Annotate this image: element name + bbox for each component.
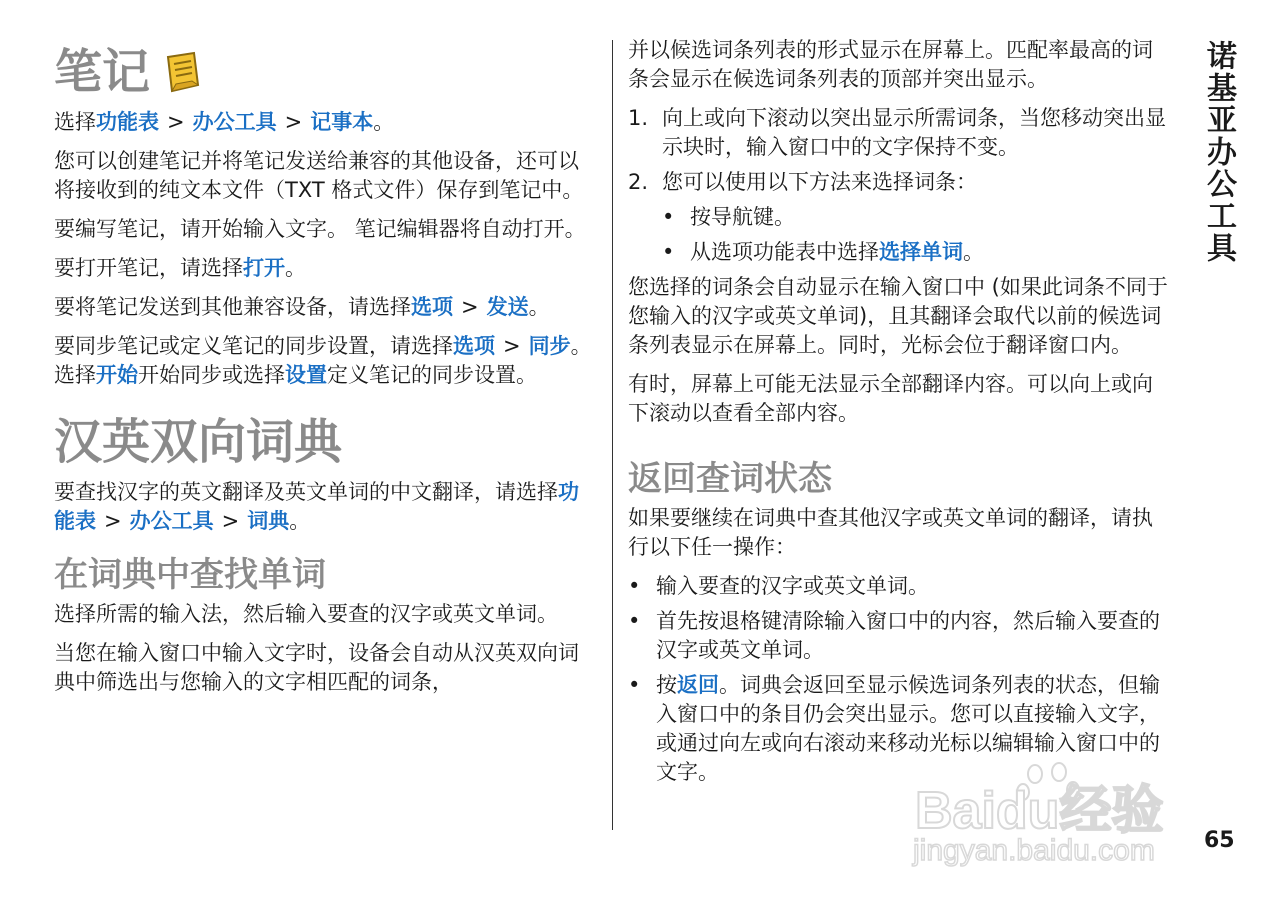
link-menu-2[interactable]: 功能表: [54, 480, 579, 533]
link-open[interactable]: 打开: [243, 256, 285, 280]
list-item: • 按返回。词典会返回至显示候选词条列表的状态，但输入窗口中的条目仍会突出显示。您可以直接输入文字，或通过向左或向右滚动来移动光标以编辑输入窗口中的文字。: [628, 673, 1160, 784]
link-menu[interactable]: 功能表: [96, 110, 159, 134]
notes-open: 要打开笔记，请选择打开。: [54, 256, 306, 280]
notes-nav-path: 选择功能表 > 办公工具 > 记事本。: [54, 110, 395, 134]
list-item: 1. 向上或向下滚动以突出显示所需词条，当您移动突出显示块时，输入窗口中的文字保持不变。: [628, 106, 1166, 159]
link-sync[interactable]: 同步: [528, 334, 571, 358]
notes-sync: 要同步笔记或定义笔记的同步设置，请选择选项 > 同步。 选择开始开始同步或选择设置定义笔记的同步设置。: [54, 334, 592, 387]
page-number: 65: [1204, 828, 1235, 853]
note-icon: [162, 51, 202, 93]
watermark-sub: jingyan.baidu.com: [913, 834, 1155, 867]
list-item: • 从选项功能表中选择选择单词。: [662, 240, 984, 264]
notes-intro: 您可以创建笔记并将笔记发送给兼容的其他设备，还可以将接收到的纯文本文件（TXT 格式文件）保存到笔记中。: [54, 149, 584, 202]
link-settings[interactable]: 设置: [285, 363, 327, 387]
link-options-2[interactable]: 选项: [453, 334, 495, 358]
right-column: [628, 36, 1173, 793]
link-notepad[interactable]: 记事本: [310, 110, 374, 134]
translation-text: 您选择的词条会自动显示在输入窗口中 (如果此词条不同于您输入的汉字或英文单词)，且其翻译会取代以前的候选词条列表显示在屏幕上。同时，光标会位于翻译窗口内。: [628, 275, 1168, 357]
notes-title: 笔记: [54, 44, 151, 100]
steps-list: [628, 104, 1173, 197]
list-item: • 按导航键。: [662, 205, 795, 229]
scroll-text: 有时，屏幕上可能无法显示全部翻译内容。可以向上或向下滚动以查看全部内容。: [628, 372, 1153, 425]
link-office-tools[interactable]: 办公工具: [192, 110, 277, 134]
left-column: [54, 36, 599, 707]
link-start[interactable]: 开始: [96, 363, 138, 387]
lookup-step: 选择所需的输入法，然后输入要查的汉字或英文单词。: [54, 602, 558, 626]
notes-send: 要将笔记发送到其他兼容设备，请选择选项 > 发送。: [54, 295, 550, 319]
link-office-tools-2[interactable]: 办公工具: [129, 509, 214, 533]
select-methods-list: [628, 203, 1173, 267]
list-item: 2. 您可以使用以下方法来选择词条：: [628, 170, 977, 194]
list-item: • 首先按退格键清除输入窗口中的内容，然后输入要查的汉字或英文单词。: [628, 609, 1160, 662]
link-send[interactable]: 发送: [486, 295, 529, 319]
watermark-main: Baidu经验: [915, 782, 1164, 840]
dictionary-heading: 汉英双向词典: [54, 414, 343, 470]
link-options[interactable]: 选项: [411, 295, 453, 319]
baidu-watermark: [905, 760, 1205, 880]
lookup-filter: 当您在输入窗口中输入文字时，设备会自动从汉英双向词典中筛选出与您输入的文字相匹配的词条，: [54, 641, 579, 694]
notes-write: 要编写笔记，请开始输入文字。 笔记编辑器将自动打开。: [54, 217, 586, 241]
candidate-list-text: 并以候选词条列表的形式显示在屏幕上。匹配率最高的词条会显示在候选词条列表的顶部并突出显示。: [628, 38, 1153, 91]
return-heading: 返回查词状态: [628, 459, 832, 499]
lookup-heading: 在词典中查找单词: [54, 555, 326, 595]
link-back[interactable]: 返回: [677, 673, 719, 697]
link-dictionary[interactable]: 词典: [247, 509, 290, 533]
return-intro: 如果要继续在词典中查其他汉字或英文单词的翻译，请执行以下任一操作：: [628, 506, 1153, 559]
column-divider: [612, 40, 613, 830]
link-select-word[interactable]: 选择单词: [879, 240, 963, 264]
list-item: • 输入要查的汉字或英文单词。: [628, 574, 929, 598]
dictionary-intro: 要查找汉字的英文翻译及英文单词的中文翻译，请选择功能表 > 办公工具 > 词典。: [54, 480, 579, 533]
return-options-list: [628, 572, 1173, 787]
chapter-side-title: 诺基亚办公工具: [1201, 40, 1236, 264]
notes-heading: [54, 42, 599, 102]
